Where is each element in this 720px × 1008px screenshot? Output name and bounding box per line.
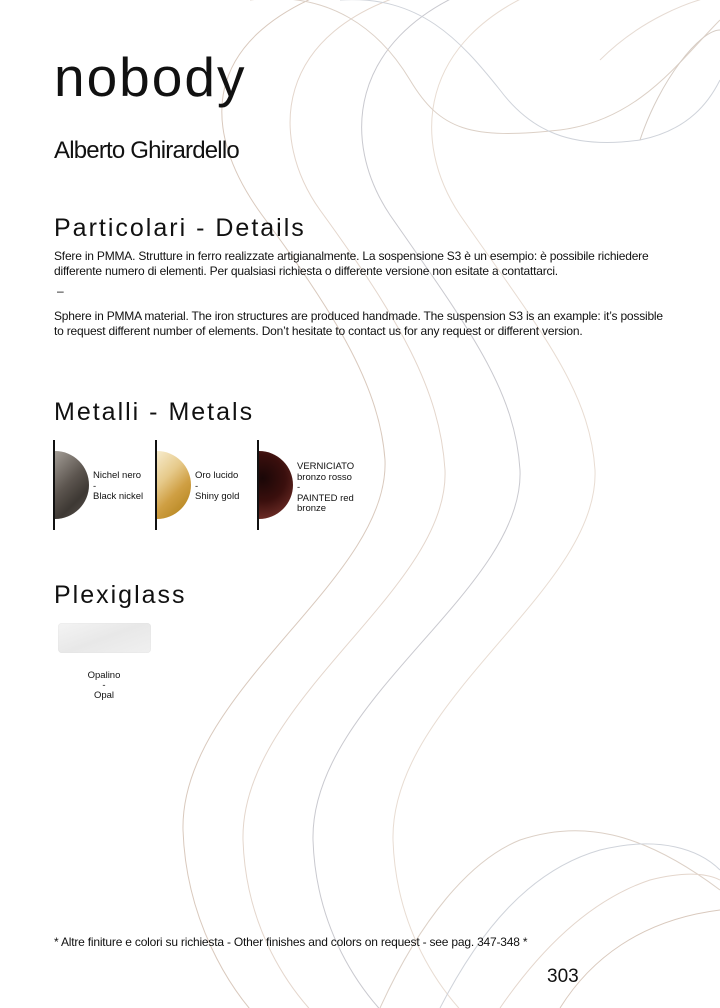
designer-name: Alberto Ghirardello — [54, 137, 239, 164]
swatch-label: VERNICIATO bronzo rosso - PAINTED red bronze — [297, 461, 355, 514]
painted-red-bronze-swatch-icon — [259, 451, 293, 519]
language-separator: – — [57, 284, 64, 298]
swatch-label: Nichel nero - Black nickel — [93, 470, 144, 502]
plexiglass-swatch-label: Opalino - Opal — [87, 670, 121, 701]
opal-swatch-icon — [58, 623, 151, 653]
details-text-italian: Sfere in PMMA. Strutture in ferro realizzate artigianalmente. La sospensione S3 è un esempio: è possibile richiedere differente numero di elementi. Per qualsiasi richiesta o differente versione non esitate a contattarci. — [54, 249, 649, 278]
page-number: 303 — [547, 966, 579, 987]
details-text-english: Sphere in PMMA material. The iron structures are produced handmade. The suspension S3 is an example: it’s possible to request different number of elements. Don’t hesitate to contact us for any request or different version. — [54, 309, 663, 338]
plexiglass-heading: Plexiglass — [54, 581, 187, 609]
finishes-footnote: * Altre finiture e colori su richiesta - Other finishes and colors on request - see pag. 347-348 * — [54, 935, 528, 949]
swatch-label: Oro lucido - Shiny gold — [195, 470, 240, 502]
details-heading: Particolari - Details — [54, 214, 306, 242]
black-nickel-swatch-icon — [55, 451, 89, 519]
metals-heading: Metalli - Metals — [54, 398, 255, 426]
shiny-gold-swatch-icon — [157, 451, 191, 519]
product-title: nobody — [54, 46, 247, 108]
